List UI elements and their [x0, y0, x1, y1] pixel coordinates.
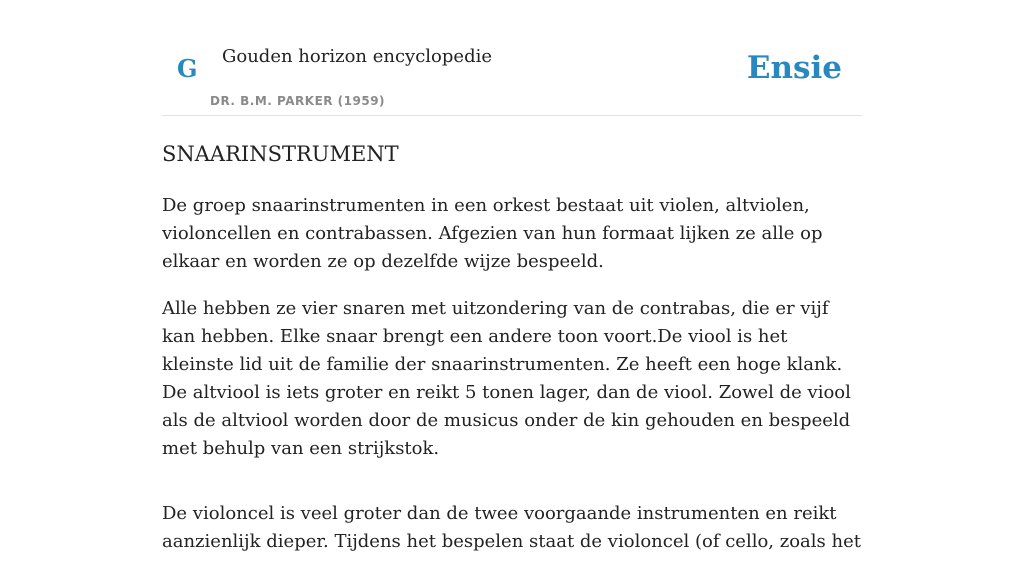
article-body	[162, 192, 862, 575]
book-author: DR. B.M. PARKER (1959)	[210, 94, 386, 108]
book-logo-icon[interactable]: G	[177, 54, 198, 83]
article-paragraph: De groep snaarinstrumenten in een orkest bestaat uit violen, altviolen, violoncellen en contrabassen. Afgezien van hun formaat lijken ze alle op elkaar en worden ze op dezelfde wijze bespeeld.	[162, 195, 823, 272]
brand-logo[interactable]: Ensie	[746, 50, 842, 86]
header	[162, 0, 862, 116]
article-title: SNAARINSTRUMENT	[162, 142, 399, 166]
page	[162, 0, 862, 552]
book-title[interactable]: Gouden horizon encyclopedie	[222, 46, 492, 67]
article-paragraph: Alle hebben ze vier snaren met uitzondering van de contrabas, die er vijf kan hebben. Elke snaar brengt een andere toon voort.De viool is het kleinste lid uit de familie der snaarinstrumenten. Ze heeft een hoge klank. De altviool is iets groter en reikt 5 tonen lager, dan de viool. Zowel de viool als de altviool worden door de musicus onder de kin gehouden en bespeeld met behulp van een strijkstok.	[162, 298, 851, 459]
article-paragraph: De violoncel is veel groter dan de twee voorgaande instrumenten en reikt aanzienlijk dieper. Tijdens het bespelen staat de violoncel (of cello, zoals het	[162, 503, 861, 552]
